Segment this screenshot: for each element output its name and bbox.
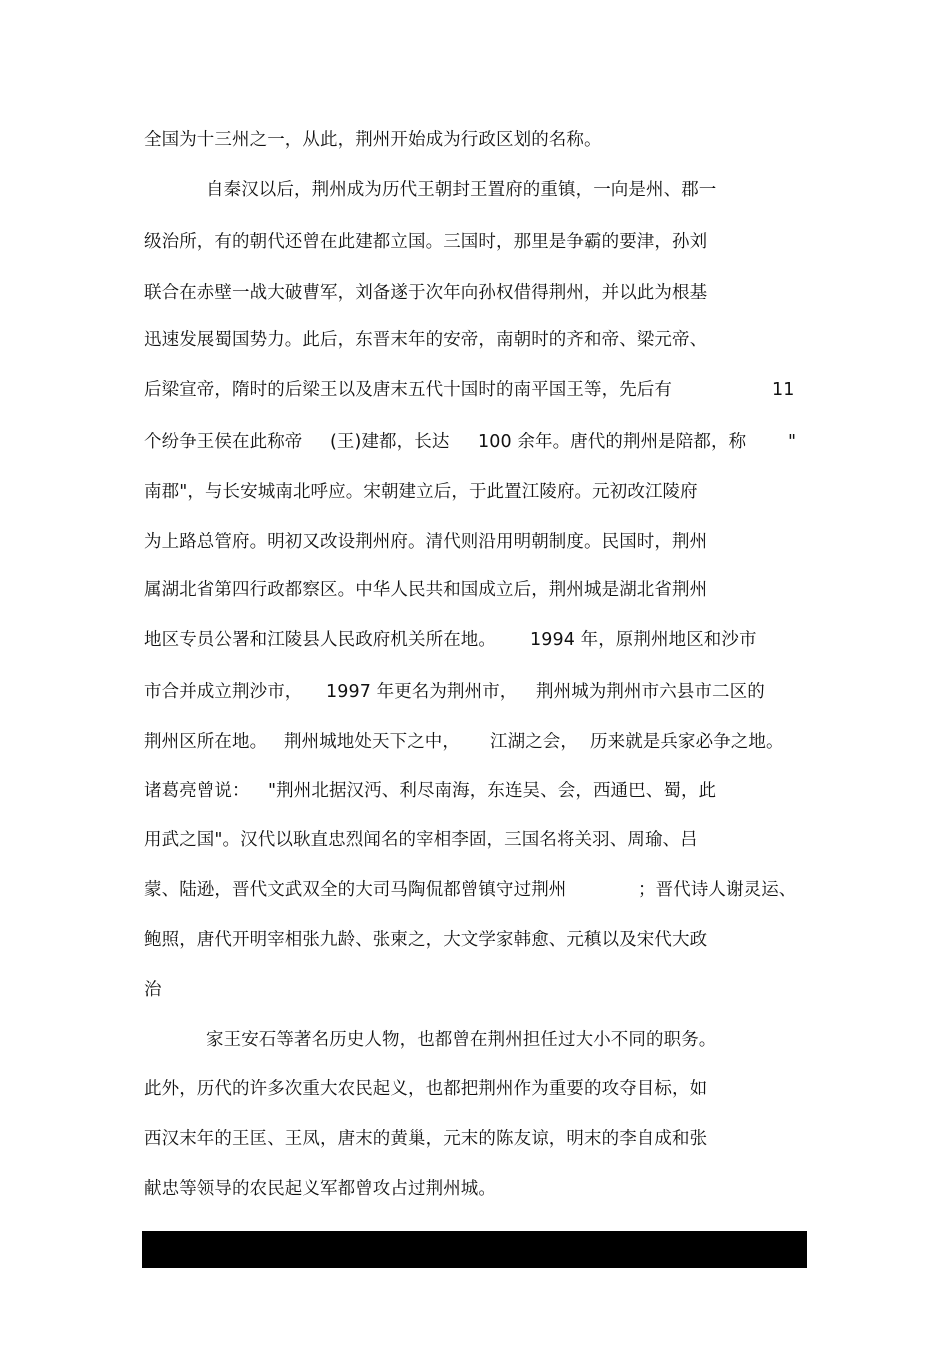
- text-line: [144, 128, 824, 152]
- text-segment: 江湖之会，: [490, 732, 578, 752]
- text-line: [144, 628, 824, 652]
- text-segment: 后梁宣帝，隋时的后梁王以及唐末五代十国时的南平国王等，先后有: [144, 380, 672, 400]
- text-segment: 荆州城地处天下之中，: [284, 732, 460, 752]
- text-segment: 属湖北省第四行政都察区。中华人民共和国成立后，荆州城是湖北省荆州: [144, 580, 708, 600]
- text-segment: 蒙、陆逊，晋代文武双全的大司马陶侃都曾镇守过荆州: [144, 880, 567, 900]
- text-segment: 1997 年更名为荆州市，: [326, 682, 518, 702]
- text-segment: 地区专员公署和江陵县人民政府机关所在地。: [144, 630, 496, 650]
- text-segment: 诸葛亮曾说：: [144, 781, 250, 801]
- text-line: [144, 328, 824, 352]
- text-segment: ；晋代诗人谢灵运、: [638, 880, 797, 900]
- text-line: [144, 730, 824, 754]
- text-line: [144, 1127, 824, 1151]
- text-line: [144, 578, 824, 602]
- text-segment: 此外，历代的许多次重大农民起义，也都把荆州作为重要的攻夺目标，如: [144, 1079, 708, 1099]
- text-segment: 家王安石等著名历史人物，也都曾在荆州担任过大小不同的职务。: [206, 1030, 717, 1050]
- text-line: [144, 480, 824, 504]
- text-segment: ": [788, 432, 797, 452]
- text-segment: 用武之国"。汉代以耿直忠烈闻名的宰相李固，三国名将关羽、周瑜、吕: [144, 830, 698, 850]
- text-line: [144, 281, 824, 305]
- text-segment: 级治所，有的朝代还曾在此建都立国。三国时，那里是争霸的要津，孙刘: [144, 232, 708, 252]
- paragraph-start-line: [206, 178, 886, 202]
- text-line: [144, 680, 824, 704]
- text-line: [144, 779, 824, 803]
- text-segment: 100 余年。唐代的荆州是陪都，称: [478, 432, 747, 452]
- text-line: [144, 878, 824, 902]
- text-segment: 1994 年，原荆州地区和沙市: [530, 630, 757, 650]
- text-segment: 为上路总管府。明初又改设荆州府。清代则沿用明朝制度。民国时，荆州: [144, 532, 708, 552]
- text-segment: 迅速发展蜀国势力。此后，东晋末年的安帝，南朝时的齐和帝、梁元帝、: [144, 330, 708, 350]
- text-segment: 荆州城为荆州市六县市二区的: [536, 682, 765, 702]
- text-segment: 个纷争王侯在此称帝: [144, 432, 303, 452]
- text-segment: 自秦汉以后，荆州成为历代王朝封王置府的重镇，一向是州、郡一: [206, 180, 717, 200]
- text-segment: 市合并成立荆沙市，: [144, 682, 303, 702]
- text-segment: 历来就是兵家必争之地。: [590, 732, 784, 752]
- text-line: [144, 430, 824, 454]
- text-line: [144, 1077, 824, 1101]
- text-segment: "荆州北据汉沔、利尽南海，东连吴、会，西通巴、蜀，此: [268, 781, 717, 801]
- text-segment: 鲍照，唐代开明宰相张九龄、张柬之，大文学家韩愈、元稹以及宋代大政: [144, 930, 708, 950]
- text-segment: 西汉末年的王匡、王凤，唐末的黄巢，元末的陈友谅，明末的李自成和张: [144, 1129, 708, 1149]
- text-segment: 献忠等领导的农民起义军都曾攻占过荆州城。: [144, 1179, 496, 1199]
- text-line: [144, 978, 824, 1002]
- text-segment: 11: [772, 380, 795, 400]
- text-segment: 南郡"，与长安城南北呼应。宋朝建立后，于此置江陵府。元初改江陵府: [144, 482, 698, 502]
- text-line: [144, 828, 824, 852]
- text-segment: 治: [144, 980, 162, 1000]
- text-segment: (王)建都，长达: [330, 432, 450, 452]
- text-line: [144, 1177, 824, 1201]
- text-line: [144, 378, 824, 402]
- text-segment: 全国为十三州之一，从此，荆州开始成为行政区划的名称。: [144, 130, 602, 150]
- text-line: [144, 928, 824, 952]
- paragraph-start-line: [206, 1028, 886, 1052]
- text-line: [144, 530, 824, 554]
- footer-bar: [142, 1231, 807, 1268]
- text-segment: 荆州区所在地。: [144, 732, 268, 752]
- text-segment: 联合在赤壁一战大破曹军，刘备遂于次年向孙权借得荆州，并以此为根基: [144, 283, 708, 303]
- text-line: [144, 230, 824, 254]
